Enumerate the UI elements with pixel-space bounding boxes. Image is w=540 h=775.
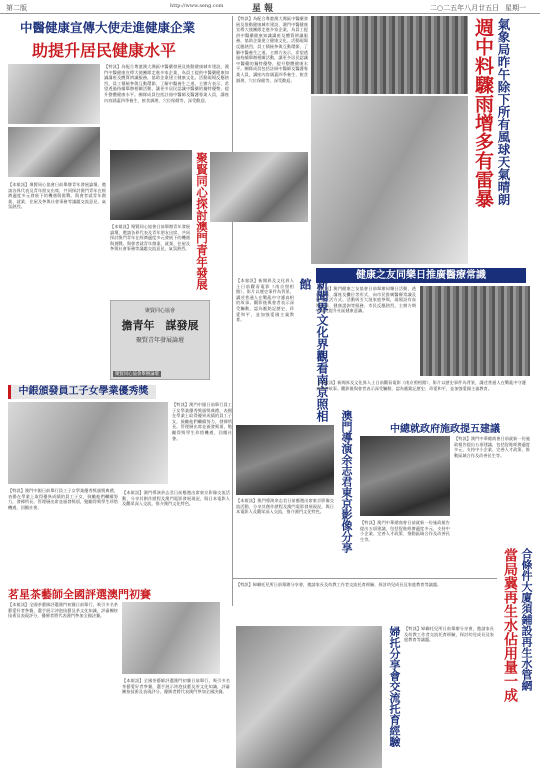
- youth-body-2: 【本報訊】聚賢同心協會日前舉辦青年發展論壇，邀請各界代表及青年朋友出席，共同探討澳門青年在經濟適度多元發展下的機遇與挑戰。與會者就青年創業、就業、住屋及參與社會事務等議題交流意見，氣氛熱烈。: [110, 224, 190, 252]
- childcare-body-2: 【特訊】婦聯托兒所日前舉辦分享會，邀請家長及幼教工作者交流托育經驗，探討幼兒成長及家庭教育等議題。: [404, 626, 494, 643]
- page-number: 第二版: [6, 4, 27, 12]
- tcm-photo-1: [8, 64, 100, 124]
- tea-headline: 茗星茶藝師全國評選澳門初賽: [8, 588, 151, 601]
- masthead: 星 報: [252, 4, 274, 14]
- weather-kicker: 氣象局昨午除下所有風球天氣晴朗: [496, 18, 511, 206]
- director-headline: 澳門導演余志君東京影像分享: [340, 410, 353, 553]
- tcm-kicker: 中醫健康宣傳大使走進健康企業: [20, 20, 196, 35]
- youth-photo-2: [210, 152, 308, 222]
- women-headline: 中銀頒發員工子女學業優秀獎: [8, 385, 156, 399]
- column-rule: [232, 16, 233, 606]
- tcm-photo-2: [8, 127, 100, 177]
- government-body: 【特訊】澳門中華總商會日前就新一份施政報告提出五項建議，包括促進經濟適度多元、支持中小企業、完善人才政策、推動區域合作及改善民生等。: [454, 436, 530, 458]
- tcm-body: 【特訊】為配合粵港澳大灣區中醫藥發展及推動健康城市建設，澳門中醫健康宣傳大使團隊走進多家企業，為員工提供中醫藥健康知識講座及體質辨識服務，協助企業建立健康文化。活動現場反應熱烈，員工積極參與互動環節，了解中醫養生之道。主辦方表示，希望透過持續舉辦相關活動，讓更多居民認識中醫藥的獨特優勢，提升整體健康水平。團隊成員包括註冊中醫師及醫護專業人員，講座內容涵蓋四季養生、飲食調理、穴位保健等，深受歡迎。: [104, 64, 229, 103]
- youth-forum-photo: [110, 300, 210, 380]
- government-headline: 中總就政府施政提五建議: [390, 424, 500, 435]
- water-kicker: 合條件大廈須鋪設再生水管網: [520, 548, 533, 691]
- youth-headline: 聚賢同心探討澳門青年發展: [195, 152, 209, 290]
- weather-photo-building: [311, 96, 468, 264]
- director-body-2: 【本報訊】澳門導演余志君日前應邀出席東京影像交流活動，分享其創作歷程及澳門電影發展現況，與日本電影人及觀眾深入交流，推介澳門文化特色。: [122, 490, 230, 507]
- culture-body: 【本報訊】新聞界及文化界人士日前觀看電影《南京照相館》，影片以歷史事件為背景，講述普通人在戰亂中守護真相的故事。觀影後與會者表示深受觸動，認為應銘記歷史、珍愛和平，並加強愛國主義教育。: [236, 278, 294, 323]
- tea-body: 【本報訊】全國茶藝師評選澳門初賽日前舉行，吸引多名茶藝愛好者參賽，選手展示沖泡技藝及茶文化知識，評審團按技術及表現評分，優勝者將代表澳門參加全國決賽。: [8, 602, 118, 619]
- tcm-article: [20, 18, 230, 61]
- women-body: 【特訊】澳門中銀日前舉行員工子女學業優秀獎頒獎典禮，表揚在學業上取得優異成績的員工子女，鼓勵他們繼續努力，發揮所長。管理層出席並頒發獎項，勉勵得獎學生珍惜機遇、回饋社會。: [172, 402, 232, 441]
- forum-title: 聚賢青年發展論壇: [135, 337, 184, 344]
- forum-photo-caption: 聚賢同心協會舉辦論壇: [115, 372, 159, 377]
- friends-body: 【特訊】澳門健康之友協會日前舉辦同樂日活動，透過遊戲、講座及攤位等形式，向市民推廣醫療常識及健康生活方式。活動吸引大批家庭參與，現場設有血壓測量、健康諮詢等服務，市民反應熱烈，主辦方期望藉此提升社區健康意識。: [316, 286, 416, 314]
- culture-body-2: 【本報訊】新聞界及文化界人士日前觀看電影《南京照相館》，影片以歷史事件為背景，講述普通人在戰亂中守護真相的故事。觀影後與會者表示深受觸動，認為應銘記歷史、珍愛和平，並加強愛國主義教育。: [316, 380, 526, 391]
- weather-body-1: 【特訊】為配合粵港澳大灣區中醫藥發展及推動健康城市建設，澳門中醫健康宣傳大使團隊走進多家企業，為員工提供中醫藥健康知識講座及體質辨識服務，協助企業建立健康文化。活動現場反應熱烈，員工積極參與互動環節，了解中醫養生之道。主辦方表示，希望透過持續舉辦相關活動，讓更多居民認識中醫藥的獨特優勢，提升整體健康水平。團隊成員包括註冊中醫師及醫護專業人員，講座內容涵蓋四季養生、飲食調理、穴位保健等，深受歡迎。: [236, 16, 308, 83]
- childcare-body: 【特訊】婦聯托兒所日前舉辦分享會，邀請家長及幼教工作者交流托育經驗，探討幼兒成長及家庭教育等議題。: [236, 582, 442, 587]
- director-photo: [236, 425, 334, 495]
- weekday: 星期一: [505, 4, 526, 12]
- tea-body-2: 【本報訊】全國茶藝師評選澳門初賽日前舉行，吸引多名茶藝愛好者參賽，選手展示沖泡技藝及茶文化知識，評審團按技術及表現評分，優勝者將代表澳門參加全國決賽。: [122, 678, 230, 695]
- forum-org-name: 聚賢同心協會: [144, 308, 175, 314]
- forum-slogan: 擔青年 謀發展: [121, 319, 199, 332]
- childcare-photo: [236, 626, 382, 768]
- weather-headline: 週中料驟雨增多有雷暴: [472, 18, 494, 208]
- section-rule: [232, 578, 497, 579]
- issue-date: 二○二五年八月廿五日: [430, 4, 500, 12]
- weather-photo-crowd: [311, 16, 468, 94]
- youth-body: 【本報訊】聚賢同心協會日前舉辦青年發展論壇，邀請各界代表及青年朋友出席，共同探討澳門青年在經濟適度多元發展下的機遇與挑戰。與會者就青年創業、就業、住屋及參與社會事務等議題交流意見，氣氛熱烈。: [8, 182, 106, 210]
- friends-photo: [420, 286, 530, 376]
- government-photo: [360, 436, 450, 516]
- women-photo: [8, 402, 168, 484]
- page-header: [0, 0, 540, 14]
- tcm-headline: 助提升居民健康水平: [32, 41, 177, 60]
- youth-photo-1: [110, 150, 192, 220]
- director-body: 【本報訊】澳門導演余志君日前應邀出席東京影像交流活動，分享其創作歷程及澳門電影發展現況，與日本電影人及觀眾深入交流，推介澳門文化特色。: [236, 498, 334, 515]
- friends-headline: 健康之友同樂日推廣醫療常識: [316, 268, 526, 283]
- site-url[interactable]: http://www.seng.com: [170, 3, 224, 9]
- water-headline: 當局冀再生水佔用量一成: [502, 548, 518, 702]
- women-body-2: 【特訊】澳門中銀日前舉行員工子女學業優秀獎頒獎典禮，表揚在學業上取得優異成績的員工子女，鼓勵他們繼續努力，發揮所長。管理層出席並頒發獎項，勉勵得獎學生珍惜機遇、回饋社會。: [8, 488, 118, 510]
- culture-headline: 新聞界文化界觀看南京照相館: [298, 278, 329, 422]
- childcare-headline: 婦托分享會交流托育經驗: [388, 626, 401, 747]
- tea-photo: [122, 602, 220, 674]
- government-body-2: 【特訊】澳門中華總商會日前就新一份施政報告提出五項建議，包括促進經濟適度多元、支持中小企業、完善人才政策、推動區域合作及改善民生等。: [360, 520, 450, 542]
